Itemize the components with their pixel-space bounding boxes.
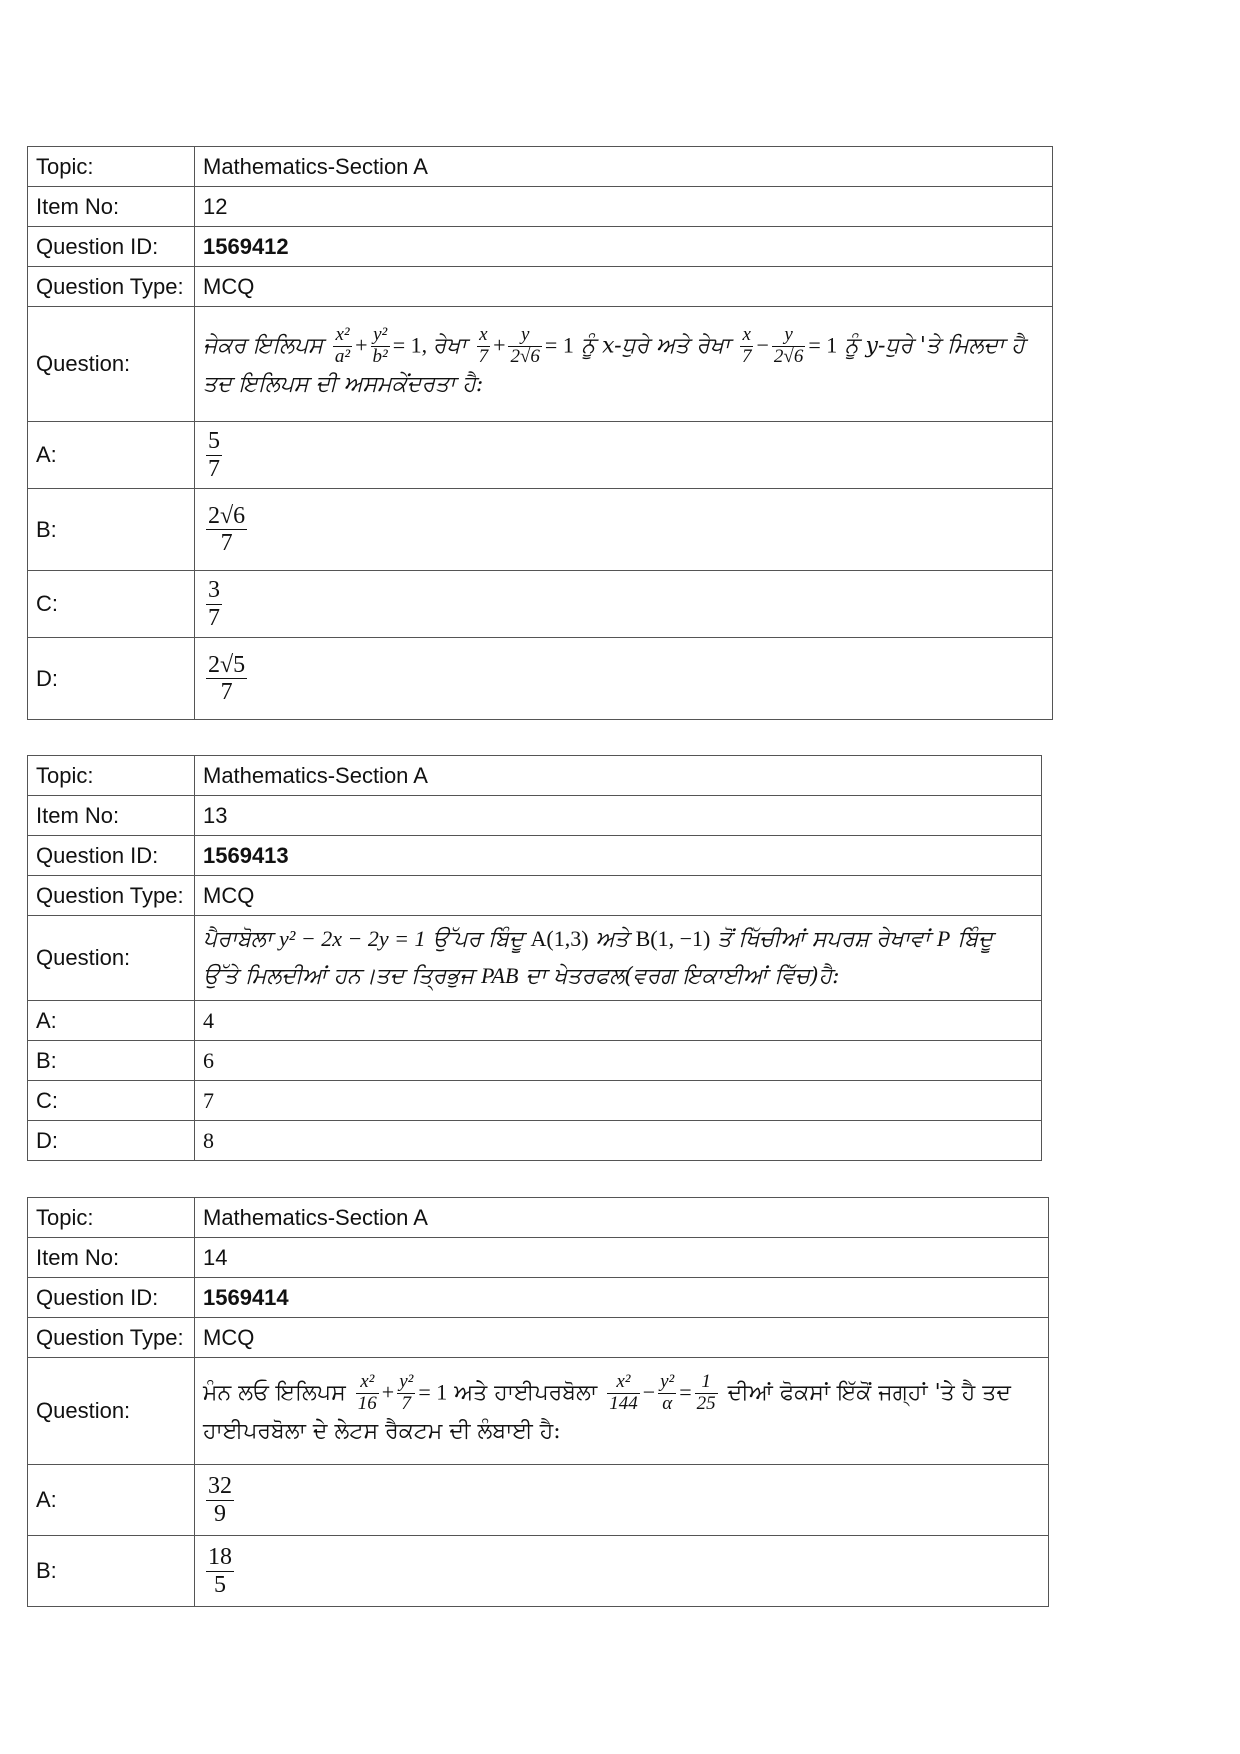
fraction-numerator: 1 [695,1372,718,1394]
question-text-part: ਮੰਨ ਲਓ ਇਲਿਪਸ [203,1380,346,1405]
option-value: 7 [195,1081,1042,1121]
option-row-b [28,489,1053,571]
question-id-row [28,227,1053,267]
math-operator: + [493,332,506,357]
option-label: B: [28,489,195,571]
question-id-value: 1569414 [195,1278,1049,1318]
question-row [28,916,1042,1001]
math-operator: + [381,1379,395,1404]
question-text-part: ਅਤੇ ਹਾਈਪਰਬੋਲਾ [454,1380,598,1405]
question-type-row [28,876,1042,916]
option-value [195,638,1053,720]
math-operator: − [642,1379,656,1404]
math-equals: = 1 [418,1379,448,1404]
question-text [195,1358,1049,1465]
option-label: C: [28,1081,195,1121]
option-fraction [206,1473,234,1527]
fraction-denominator: 7 [220,530,233,556]
question-type-row [28,267,1053,307]
option-label: A: [28,1001,195,1041]
option-value: 4 [195,1001,1042,1041]
option-value [195,489,1053,571]
option-row-b [28,1041,1042,1081]
question-text-part: ਦਾ ਖੇਤਰਫਲ(ਵਰਗ ਇਕਾਈਆਂ ਵਿੱਚ)ਹੈ: [525,964,840,989]
math-fraction [397,1372,415,1415]
fraction-denominator: 7 [741,345,752,367]
fraction-numerator: 2√6 [208,502,246,529]
math-expression: P [936,926,951,951]
fraction-denominator: 7 [220,679,233,705]
math-equals: = 1 [544,332,574,357]
fraction-numerator: y² [399,1370,414,1392]
option-row-c [28,571,1053,638]
option-value [195,1465,1049,1536]
item-no-value: 14 [195,1238,1049,1278]
option-row-d [28,638,1053,720]
option-fraction [206,428,222,482]
fraction-numerator: x [477,325,491,347]
fraction-numerator: y² [660,1370,675,1392]
question-id-value: 1569412 [195,227,1053,267]
math-equals: = [679,1379,692,1404]
fraction-denominator: 7 [208,604,220,631]
question-id-label: Question ID: [28,1278,195,1318]
option-label: A: [28,1465,195,1536]
question-row [28,307,1053,422]
fraction-numerator: 2√5 [208,651,246,678]
fraction-denominator: α [662,1392,673,1414]
question-type-value: MCQ [195,876,1042,916]
question-text-part: ਤੋਂ ਖਿੱਚੀਆਂ ਸਪਰਸ਼ ਰੇਖਾਵਾਂ [717,927,930,952]
topic-value: Mathematics-Section A [195,1198,1049,1238]
option-fraction [206,1544,234,1598]
math-fraction [607,1372,640,1415]
item-no-value: 13 [195,796,1042,836]
option-label: A: [28,422,195,489]
fraction-denominator: 144 [609,1392,638,1414]
fraction-numerator: x² [333,325,352,347]
math-expression: y² − 2x − 2y = 1 [279,926,426,951]
fraction-denominator: 7 [401,1392,411,1414]
fraction-denominator: 2√6 [773,345,804,367]
question-type-row [28,1318,1049,1358]
math-fraction [508,325,541,368]
math-equals: = 1 [808,332,838,357]
fraction-numerator: y [772,325,805,347]
question-text-part: ਜੇਕਰ ਇਲਿਪਸ [203,333,323,358]
option-fraction [206,503,247,557]
option-fraction [206,652,247,706]
fraction-denominator: 2√6 [510,345,540,367]
fraction-numerator: 18 [208,1544,232,1571]
math-fraction [371,325,390,368]
fraction-denominator: 5 [214,1571,226,1598]
topic-value: Mathematics-Section A [195,147,1053,187]
question-text-part: ਅਤੇ [595,927,629,952]
math-expression: B(1, −1) [635,926,711,951]
option-value [195,571,1053,638]
fraction-numerator: 3 [208,577,220,604]
item-no-label: Item No: [28,187,195,227]
item-no-row [28,1238,1049,1278]
topic-label: Topic: [28,756,195,796]
question-type-value: MCQ [195,1318,1049,1358]
item-no-label: Item No: [28,796,195,836]
topic-label: Topic: [28,147,195,187]
fraction-denominator: a² [334,345,351,367]
question-type-label: Question Type: [28,1318,195,1358]
question-label: Question: [28,1358,195,1465]
question-id-label: Question ID: [28,836,195,876]
question-type-label: Question Type: [28,267,195,307]
question-table-14 [27,1197,1049,1607]
question-text-part: ਬਿੰਦੂ ਉੱਤੇ ਮਿਲਦੀਆਂ ਹਨ।ਤਦ ਤ੍ਰਿਭੁਜ [203,927,993,989]
math-fraction [658,1372,676,1415]
math-operator: − [756,332,769,357]
fraction-numerator: 32 [208,1473,232,1500]
question-type-value: MCQ [195,267,1053,307]
option-value [195,422,1053,489]
topic-value: Mathematics-Section A [195,756,1042,796]
question-text-part: ਦੀਆਂ ਫੋਕਸਾਂ ਇੱਕੋਂ ਜਗ੍ਹਾਂ 'ਤੇ ਹੈ ਤਦ ਹਾਈਪਰਬੋਲਾ ਦੇ ਲੇਟਸ ਰੈਕਟਮ ਦੀ ਲੰਬਾਈ ਹੈ: [203,1380,1011,1445]
math-fraction [356,1372,379,1415]
fraction-numerator: x² [607,1372,640,1394]
question-text-part: ਨੂੰ y-ਧੁਰੇ 'ਤੇ ਮਿਲਦਾ ਹੈ ਤਦ ਇਲਿਪਸ ਦੀ ਅਸਮਕੇਂਦਰਤਾ ਹੈ: [203,333,1025,398]
question-id-row [28,1278,1049,1318]
item-no-value: 12 [195,187,1053,227]
question-id-label: Question ID: [28,227,195,267]
option-label: B: [28,1536,195,1607]
option-row-a [28,1465,1049,1536]
math-fraction [772,325,805,368]
fraction-numerator: 5 [208,428,220,455]
question-text-part: ਰੇਖਾ [432,333,467,358]
option-row-b [28,1536,1049,1607]
option-label: D: [28,638,195,720]
question-text-part: ਨੂੰ x-ਧੁਰੇ ਅਤੇ ਰੇਖਾ [580,333,730,358]
option-value: 6 [195,1041,1042,1081]
question-text [195,916,1042,1001]
fraction-denominator: 7 [478,345,489,367]
option-label: B: [28,1041,195,1081]
math-fraction [477,325,491,368]
fraction-denominator: 7 [208,455,220,482]
item-no-row [28,187,1053,227]
option-label: C: [28,571,195,638]
fraction-denominator: 25 [696,1392,716,1414]
option-row-a [28,1001,1042,1041]
fraction-numerator: x [740,325,754,347]
question-type-label: Question Type: [28,876,195,916]
option-row-c [28,1081,1042,1121]
item-no-row [28,796,1042,836]
option-fraction [206,577,222,631]
question-text-part: ਪੈਰਾਬੋਲਾ [203,927,273,952]
math-equals: = 1, [392,332,433,357]
fraction-denominator: b² [372,345,388,367]
question-id-row [28,836,1042,876]
math-fraction [695,1372,718,1415]
question-text [195,307,1053,422]
fraction-numerator: y [508,325,541,347]
question-id-value: 1569413 [195,836,1042,876]
topic-row [28,756,1042,796]
fraction-denominator: 9 [214,1500,226,1527]
option-value [195,1536,1049,1607]
fraction-numerator: x² [356,1372,379,1394]
topic-row [28,147,1053,187]
math-fraction [740,325,754,368]
question-label: Question: [28,307,195,422]
fraction-denominator: 16 [357,1392,377,1414]
question-label: Question: [28,916,195,1001]
math-expression: A(1,3) [530,926,589,951]
option-label: D: [28,1121,195,1161]
question-table-12 [27,146,1053,720]
fraction-numerator: y² [371,325,390,347]
option-value: 8 [195,1121,1042,1161]
question-table-13 [27,755,1042,1161]
option-row-d [28,1121,1042,1161]
math-fraction [333,325,352,368]
math-expression: PAB [480,963,519,988]
item-no-label: Item No: [28,1238,195,1278]
option-row-a [28,422,1053,489]
topic-row [28,1198,1049,1238]
question-row [28,1358,1049,1465]
question-text-part: ਉੱਪਰ ਬਿੰਦੂ [432,927,524,952]
topic-label: Topic: [28,1198,195,1238]
math-operator: + [355,332,368,357]
